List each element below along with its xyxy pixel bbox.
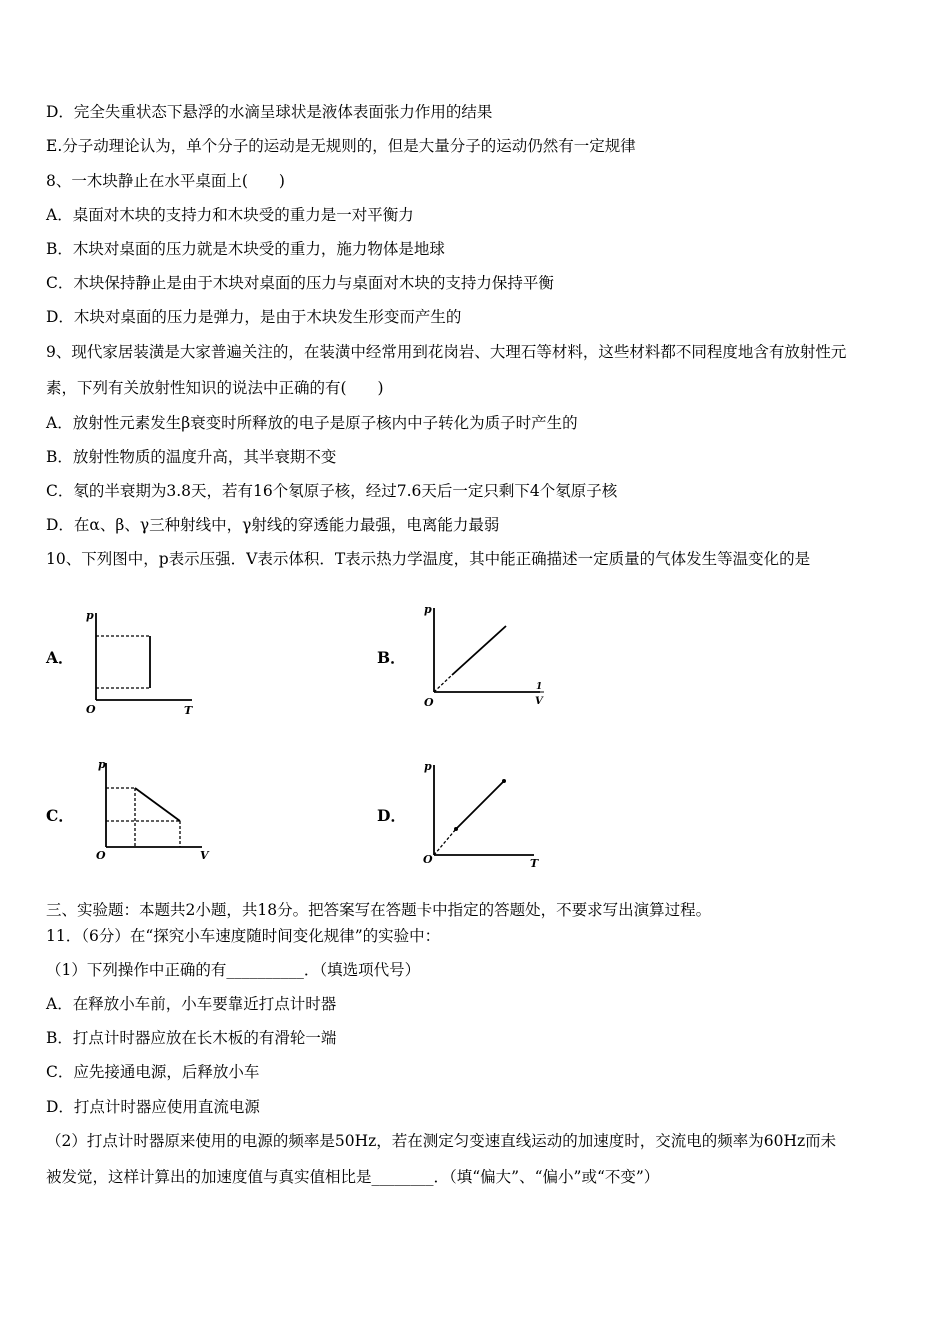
q10-graph-b-label: B． (377, 648, 406, 667)
q8-stem: 8、一木块静止在水平桌面上( ) (46, 172, 285, 190)
section-3-heading: 三、实验题：本题共2小题，共18分。把答案写在答题卡中指定的答题处，不要求写出演算过程。 (46, 901, 712, 919)
q10-graph-c-y-label: p (98, 758, 106, 771)
q11-stem: 11．（6分）在“探究小车速度随时间变化规律”的实验中： (46, 927, 441, 945)
q10-graph-a-label: A． (46, 648, 74, 667)
q10-graph-d-x-label: T (530, 857, 539, 870)
q9-stem-line1: 9、现代家居装潢是大家普遍关注的，在装潢中经常用到花岗岩、大理石等材料，这些材料都不同程度地含有放射性元 (46, 343, 847, 361)
q10-graph-d (418, 757, 558, 872)
q10-graph-d-y-label: p (424, 760, 432, 773)
q10-graph-d-origin: O (423, 853, 433, 866)
q11-option-b: B．打点计时器应放在长木板的有滑轮一端 (46, 1029, 337, 1047)
q10-graph-b-y-label: p (424, 603, 432, 616)
q8-option-b: B．木块对桌面的压力就是木块受的重力，施力物体是地球 (46, 240, 445, 258)
q10-graph-b-x-den: V (535, 696, 543, 707)
q11-option-d: D．打点计时器应使用直流电源 (46, 1098, 260, 1116)
q8-option-c: C．木块保持静止是由于木块对桌面的压力与桌面对木块的支持力保持平衡 (46, 274, 554, 292)
q8-option-d: D．木块对桌面的压力是弹力，是由于木块发生形变而产生的 (46, 308, 462, 326)
q10-graph-a-origin: O (86, 703, 96, 716)
q10-graph-b-origin: O (424, 696, 434, 709)
q7-option-d: D．完全失重状态下悬浮的水滴呈球状是液体表面张力作用的结果 (46, 103, 493, 121)
q10-graph-d-label: D． (377, 806, 406, 825)
q8-option-a: A．桌面对木块的支持力和木块受的重力是一对平衡力 (46, 206, 414, 224)
q11-sub2-line1: （2）打点计时器原来使用的电源的频率是50Hz，若在测定匀变速直线运动的加速度时，交流电的频率为60Hz而未 (46, 1132, 837, 1150)
q10-graph-a-y-label: p (86, 609, 94, 622)
q7-option-e: E.分子动理论认为，单个分子的运动是无规则的，但是大量分子的运动仍然有一定规律 (46, 137, 636, 155)
q10-graph-c (90, 755, 220, 870)
q11-option-a: A．在释放小车前，小车要靠近打点计时器 (46, 995, 337, 1013)
q11-option-c: C．应先接通电源，后释放小车 (46, 1063, 260, 1081)
q10-graph-b-x-num: 1 (536, 682, 543, 692)
q10-graph-c-x-label: V (200, 849, 209, 862)
q11-sub1: （1）下列操作中正确的有__________．（填选项代号） (46, 961, 421, 979)
q9-stem-line2: 素，下列有关放射性知识的说法中正确的有( ) (46, 379, 384, 397)
q10-graph-c-label: C． (46, 806, 74, 825)
q10-stem: 10、下列图中，p表示压强．V表示体积．T表示热力学温度，其中能正确描述一定质量的气体发生等温变化的是 (46, 550, 811, 568)
q9-option-b: B．放射性物质的温度升高，其半衰期不变 (46, 448, 337, 466)
q10-graph-c-origin: O (96, 849, 106, 862)
q9-option-a: A．放射性元素发生β衰变时所释放的电子是原子核内中子转化为质子时产生的 (46, 414, 578, 432)
q10-graph-b (418, 600, 558, 715)
q10-graph-a-x-label: T (184, 704, 193, 717)
q11-sub2-line2: 被发觉，这样计算出的加速度值与真实值相比是________．（填“偏大”、“偏小”或“不变”） (46, 1168, 660, 1186)
q9-option-d: D．在α、β、γ三种射线中，γ射线的穿透能力最强，电离能力最弱 (46, 516, 500, 534)
q10-graph-a (80, 605, 210, 720)
q9-option-c: C．氡的半衰期为3.8天，若有16个氡原子核，经过7.6天后一定只剩下4个氡原子核 (46, 482, 618, 500)
